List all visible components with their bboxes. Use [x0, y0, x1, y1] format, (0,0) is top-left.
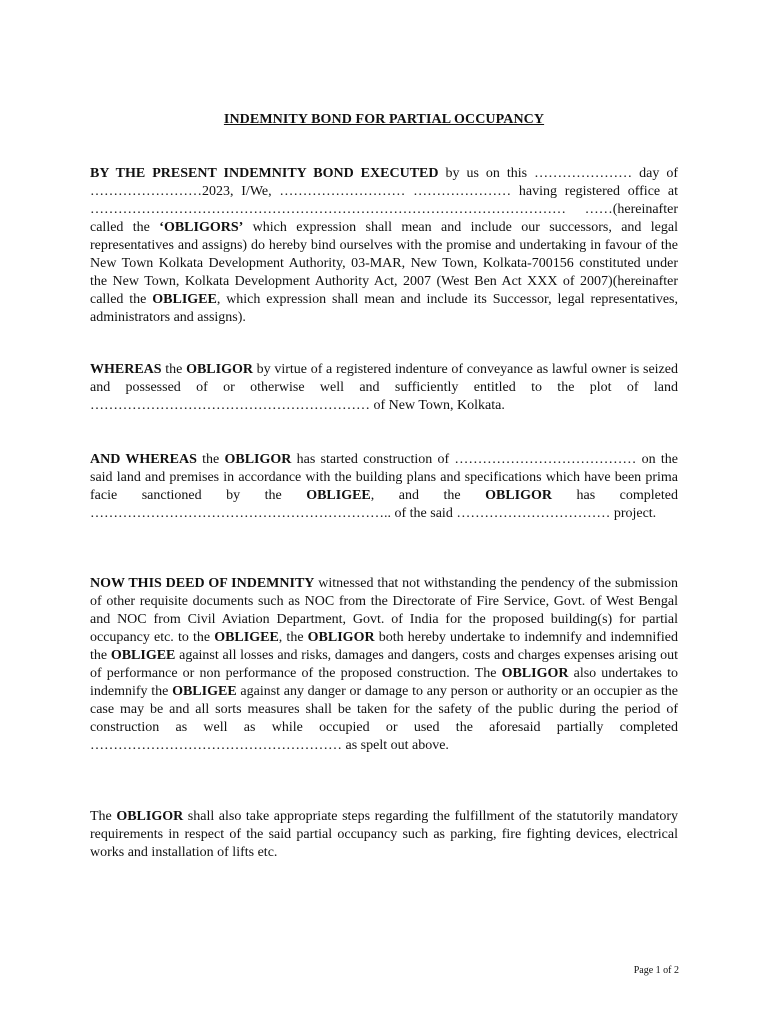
bold-text-run: OBLIGOR: [116, 809, 184, 824]
bold-text-run: OBLIGEE: [110, 648, 176, 663]
text-run: , and the: [370, 488, 486, 503]
bold-text-run: OBLIGOR: [307, 630, 375, 645]
bold-text-run: OBLIGEE: [214, 630, 279, 645]
text-run: both hereby undertake to indemnify and indemnified the: [90, 630, 678, 663]
text-run: the: [196, 452, 225, 467]
paragraph-obligor-steps: [90, 808, 678, 862]
document-title: INDEMNITY BOND FOR PARTIAL OCCUPANCY: [223, 112, 545, 127]
text-run: against any danger or damage to any person or authority or an occupier as the case may be and all sorts measures shall be taken for the safety of the public during the period of construction as well as while occupied or used the aforesaid partially completed ……………………………………………… as spelt out above.: [90, 684, 678, 753]
text-run: has completed ……………………………………………………….. of the said …………………………… project.: [90, 488, 678, 521]
text-run: shall also take appropriate steps regarding the fulfillment of the statutorily mandatory requirements in respect of the said partial occupancy such as parking, fire fighting devices, electrical works and installation of lifts etc.: [90, 809, 678, 860]
text-run: The: [90, 809, 117, 824]
paragraph-deed-of-indemnity: [90, 575, 678, 755]
paragraph-bond-executed: [90, 165, 678, 327]
text-run: has started construction of ………………………………… on the said land and premises in accordance with the building plans and specifications which have been prima facie sanctioned by the: [90, 452, 679, 503]
paragraph-whereas: [90, 361, 678, 415]
bold-text-run: OBLIGOR: [186, 362, 253, 377]
text-run: the: [161, 362, 187, 377]
bold-text-run: WHEREAS: [90, 362, 162, 377]
bold-text-run: OBLIGOR: [485, 488, 553, 503]
text-run: by virtue of a registered indenture of conveyance as lawful owner is seized and possessed of or otherwise well and sufficiently entitled to the plot of land …………………………………………………… of New Town, Kolkata.: [90, 362, 678, 413]
bold-text-run: NOW THIS DEED OF INDEMNITY: [90, 576, 315, 591]
text-run: which expression shall mean and include our successors, and legal representatives and assigns) do hereby bind ourselves with the promise and undertaking in favour of the New Town Kolkata Development Authority, 03-MAR, New Town, Kolkata-700156 constituted under the New Town, Kolkata Development Authority Act, 2007 (West Ben Act XXX of 2007)(hereinafter called the: [90, 220, 678, 307]
bold-text-run: OBLIGOR: [224, 452, 292, 467]
text-run: , the: [278, 630, 308, 645]
page-number: Page 1 of 2: [633, 965, 679, 976]
bold-text-run: ‘OBLIGORS’: [159, 220, 244, 235]
bold-text-run: OBLIGEE: [306, 488, 371, 503]
bold-text-run: AND WHEREAS: [90, 452, 197, 467]
bold-text-run: OBLIGOR: [501, 666, 569, 681]
bold-text-run: OBLIGEE: [152, 292, 217, 307]
text-run: by us on this ………………… day of ……………………2023, I/We, ……………………… ………………… having registered office at ………………………………………………………………………………………… ……(hereinafter called the: [90, 166, 678, 235]
text-run: against all losses and risks, damages and dangers, costs and charges expenses arising out of performance or non performance of the proposed construction. The: [90, 648, 678, 681]
bold-text-run: OBLIGEE: [172, 684, 237, 699]
paragraph-and-whereas: [90, 451, 678, 523]
text-run: witnessed that not withstanding the pendency of the submission of other requisite documents such as NOC from the Directorate of Fire Service, Govt. of West Bengal and NOC from Civil Aviation Department, Govt. of India for the proposed building(s) for partial occupancy etc. to the: [90, 576, 678, 645]
text-run: , which expression shall mean and include its Successor, legal representatives, administrators and assigns).: [90, 292, 679, 325]
text-run: also undertakes to indemnify the: [90, 666, 678, 699]
bold-text-run: BY THE PRESENT INDEMNITY BOND EXECUTED: [90, 166, 439, 181]
